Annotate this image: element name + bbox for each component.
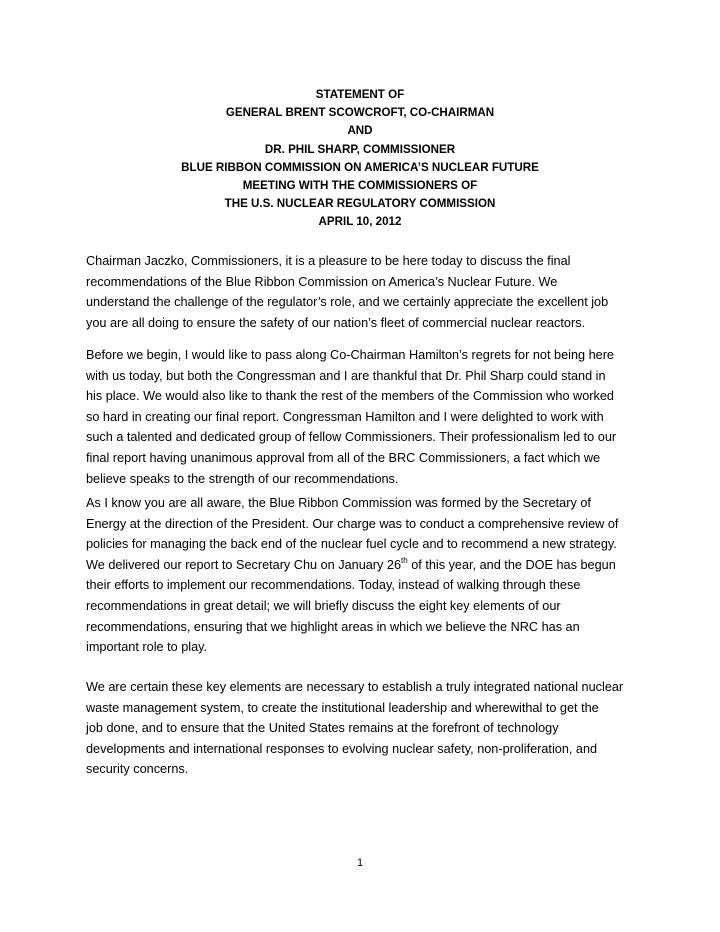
heading-line: APRIL 10, 2012: [318, 215, 402, 229]
text-line: We are certain these key elements are necessary to establish a truly integrated national nuclear: [86, 680, 624, 694]
paragraph-opening: [86, 251, 646, 333]
text-line: believe speaks to the strength of our recommendations.: [86, 471, 399, 486]
text-segment: of this year, and the DOE has begun: [407, 557, 616, 572]
text-segment: We delivered our report to Secretary Chu on January 26: [86, 557, 402, 572]
heading-line: STATEMENT OF: [315, 88, 405, 101]
text-line: his place. We would also like to thank the rest of the members of the Commission who worked: [86, 389, 614, 404]
paragraph-acknowledgements: [86, 345, 646, 489]
paragraph-key-elements: [86, 677, 646, 780]
text-line: recommendations of the Blue Ribbon Commission on America’s Nuclear Future. We: [86, 274, 558, 289]
heading-line: DR. PHIL SHARP, COMMISSIONER: [264, 142, 456, 156]
heading-line: GENERAL BRENT SCOWCROFT, CO-CHAIRMAN: [225, 106, 495, 120]
text-line: Energy at the direction of the President. Our charge was to conduct a comprehensive review of: [86, 516, 619, 531]
text-line: such a talented and dedicated group of fellow Commissioners. Their professionalism led to our: [86, 430, 617, 445]
text-line: Chairman Jaczko, Commissioners, it is a pleasure to be here today to discuss the final: [86, 254, 571, 268]
text-line: with us today, but both the Congressman and I are thankful that Dr. Phil Sharp could stand in: [86, 368, 606, 383]
text-line: so hard in creating our final report. Congressman Hamilton and I were delighted to work with: [86, 409, 604, 424]
heading-line: AND: [347, 124, 373, 138]
heading-line: THE U.S. NUCLEAR REGULATORY COMMISSION: [224, 197, 496, 211]
text-line: understand the challenge of the regulator’s role, and we certainly appreciate the excellent job: [86, 295, 609, 310]
heading-line: MEETING WITH THE COMMISSIONERS OF: [242, 179, 478, 193]
text-line: recommendations, ensuring that we highlight areas in which we believe the NRC has an: [86, 619, 580, 634]
page-number: 1: [356, 857, 364, 869]
text-line: developments and international responses to evolving nuclear safety, non-proliferation, and: [86, 741, 598, 756]
text-line: final report having unanimous approval from all of the BRC Commissioners, a fact which we: [86, 450, 601, 465]
text-line: As I know you are all aware, the Blue Ribbon Commission was formed by the Secretary of: [86, 496, 591, 510]
ordinal-suffix: th: [401, 555, 408, 565]
text-line: security concerns.: [86, 762, 189, 777]
text-line: Before we begin, I would like to pass along Co-Chairman Hamilton’s regrets for not being here: [86, 348, 614, 362]
text-line: important role to play.: [86, 640, 208, 655]
text-line: recommendations in great detail; we will briefly discuss the eight key elements of our: [86, 598, 561, 613]
text-line: waste management system, to create the institutional leadership and wherewithal to get the: [86, 700, 599, 715]
heading-line: BLUE RIBBON COMMISSION ON AMERICA’S NUCLEAR FUTURE: [181, 160, 539, 174]
text-line: you are all doing to ensure the safety of our nation’s fleet of commercial nuclear reactors.: [86, 315, 586, 330]
text-line: policies for managing the back end of the nuclear fuel cycle and to recommend a new strategy.: [86, 537, 617, 552]
paragraph-commission-background: [86, 493, 646, 658]
text-line: job done, and to ensure that the United States remains at the forefront of technology: [86, 721, 559, 736]
text-line: their efforts to implement our recommendations. Today, instead of walking through these: [86, 578, 581, 593]
text-line: [86, 555, 646, 576]
statement-heading: [0, 86, 720, 232]
